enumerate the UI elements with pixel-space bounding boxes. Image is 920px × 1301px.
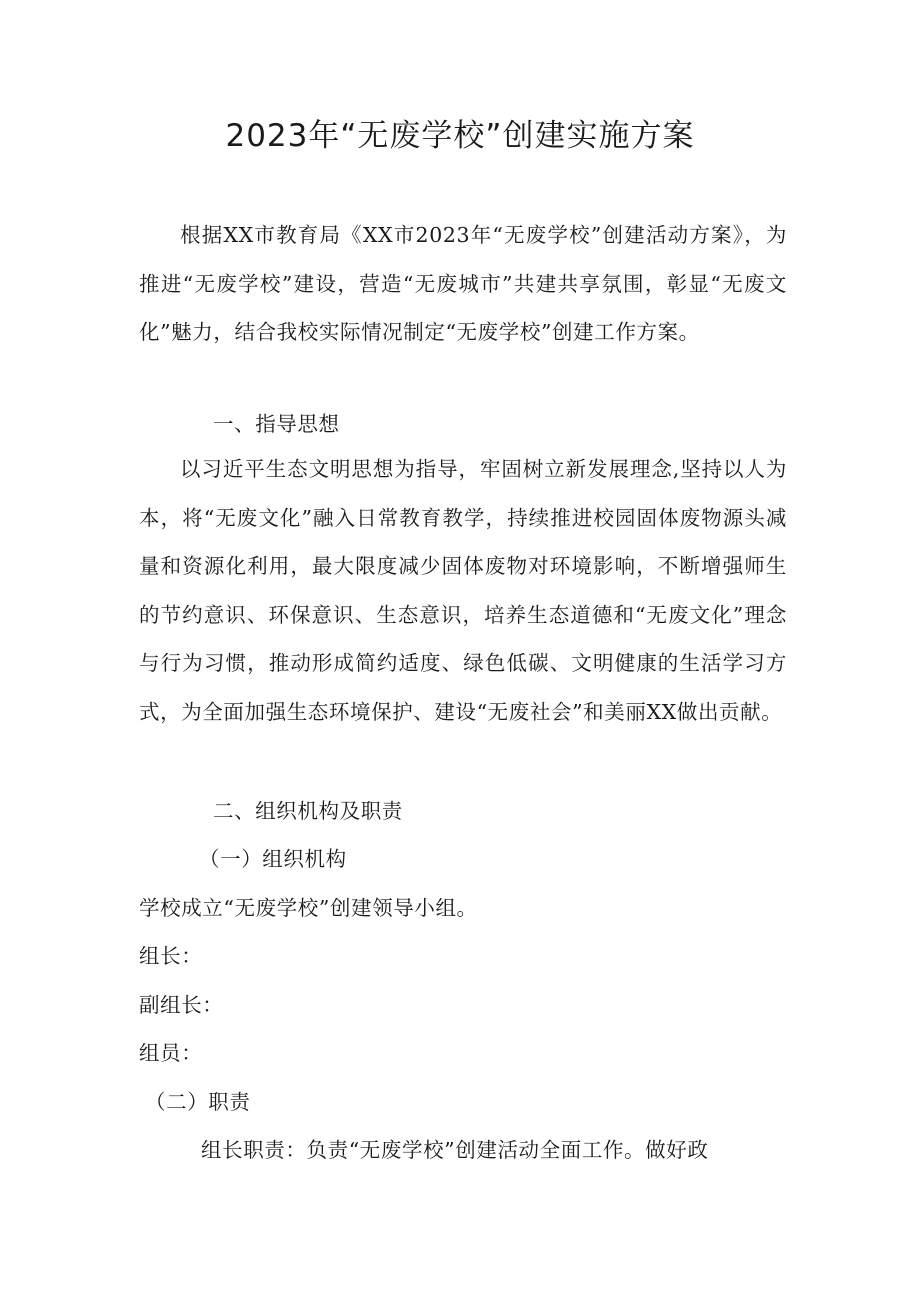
leader-label: 组长： — [139, 944, 203, 968]
member-label: 组员： — [139, 1041, 203, 1065]
section1-heading: 一、指导思想 — [213, 412, 340, 436]
leader-duty: 组长职责：负责“无废学校”创建活动全面工作。做好政 — [201, 1138, 709, 1162]
section2-heading: 二、组织机构及职责 — [213, 799, 403, 823]
intro-paragraph: 根据XX市教育局《XX市2023年“无废学校”创建活动方案》，为推进“无废学校”建设，营造“无废城市”共建共享氛围，彰显“无废文化”魅力，结合我校实际情况制定“无废学校”创建工作方案。 — [139, 223, 787, 344]
document-title: 2023年“无废学校”创建实施方案 — [225, 118, 695, 154]
deputy-label: 副组长： — [139, 993, 224, 1017]
subsection1-heading: （一）组织机构 — [199, 847, 347, 871]
subsection2-heading: （二）职责 — [145, 1090, 251, 1114]
section1-body: 以习近平生态文明思想为指导，牢固树立新发展理念,坚持以人为本，将“无废文化”融入日常教育教学，持续推进校园固体废物源头减量和资源化利用，最大限度减少固体废物对环境影响，不断增强师生的节约意识、环保意识、生态意识，培养生态道德和“无废文化”理念与行为习惯，推动形成简约适度、绿色低碳、文明健康的生活学习方式，为全面加强生态环境保护、建设“无废社会”和美丽XX做出贡献。 — [139, 457, 787, 724]
org-sentence: 学校成立“无废学校”创建领导小组。 — [139, 896, 478, 920]
